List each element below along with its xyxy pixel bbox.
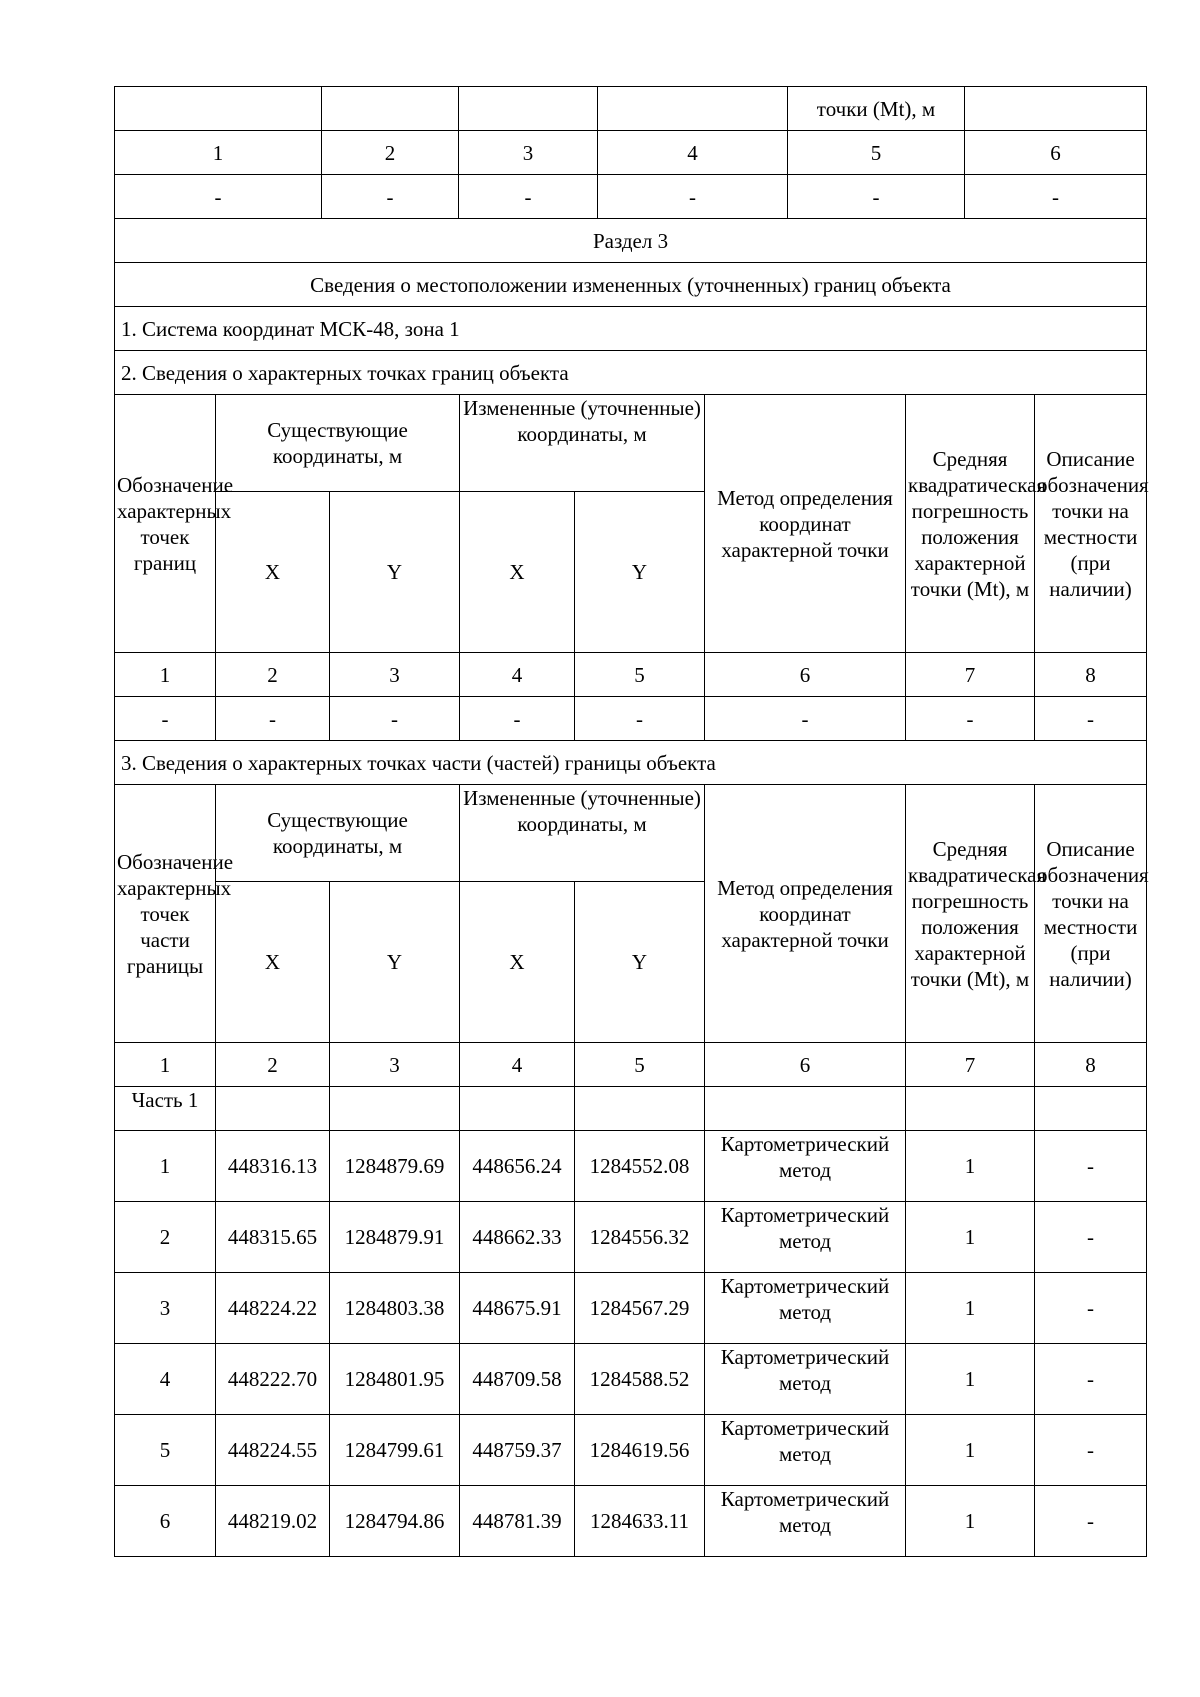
points-title: 2. Сведения о характерных точках границ объекта: [115, 351, 1147, 395]
x-header: X: [460, 882, 575, 1043]
table-row: [115, 1273, 1147, 1344]
table-cell: [575, 1087, 705, 1131]
description-cell: -: [1035, 1131, 1147, 1202]
description-cell: -: [1035, 1486, 1147, 1557]
table-cell: [1035, 1087, 1147, 1131]
description-cell: -: [1035, 1344, 1147, 1415]
method-header: Метод определения координат характерной точки: [705, 395, 906, 653]
column-number: 6: [705, 653, 906, 697]
section3-table: [114, 218, 1147, 1131]
changed-x: 448675.91: [460, 1273, 575, 1344]
continuation-table: [114, 86, 1147, 219]
coord-system-row: [115, 307, 1147, 351]
existing-y: 1284879.91: [330, 1202, 460, 1273]
column-number: 6: [705, 1043, 906, 1087]
changed-y: 1284556.32: [575, 1202, 705, 1273]
table-cell: [216, 1087, 330, 1131]
point-number: 1: [115, 1131, 216, 1202]
column-number: 3: [330, 653, 460, 697]
changed-y: 1284552.08: [575, 1131, 705, 1202]
existing-y: 1284801.95: [330, 1344, 460, 1415]
table-cell: -: [459, 175, 598, 219]
changed-x: 448759.37: [460, 1415, 575, 1486]
y-header: Y: [330, 882, 460, 1043]
table-cell: -: [1035, 697, 1147, 741]
column-number: 4: [460, 1043, 575, 1087]
existing-x: 448316.13: [216, 1131, 330, 1202]
column-number: 2: [216, 1043, 330, 1087]
existing-x: 448219.02: [216, 1486, 330, 1557]
point-number: 3: [115, 1273, 216, 1344]
part-label: Часть 1: [115, 1087, 216, 1131]
table1-dash-row: [115, 697, 1147, 741]
table-cell: [459, 87, 598, 131]
y-header: Y: [575, 882, 705, 1043]
table-cell: [705, 1087, 906, 1131]
points-table: [114, 1130, 1147, 1557]
error-cell: 1: [906, 1131, 1035, 1202]
table-cell: [115, 87, 322, 131]
existing-y: 1284803.38: [330, 1273, 460, 1344]
document-page: [114, 86, 1149, 1557]
column-number: 5: [788, 131, 965, 175]
description-header: Описание обозначения точки на местности (при наличии): [1035, 395, 1147, 653]
column-number: 5: [575, 1043, 705, 1087]
table-cell: -: [965, 175, 1147, 219]
method-cell: Картометрический метод: [705, 1131, 906, 1202]
existing-coords-header: Существующие координаты, м: [216, 785, 460, 882]
header-cell: точки (Mt), м: [788, 87, 965, 131]
table2-column-numbers: [115, 1043, 1147, 1087]
x-header: X: [216, 492, 330, 653]
designation-header: Обозначение характерных точек части границы: [115, 785, 216, 1043]
column-number: 7: [906, 1043, 1035, 1087]
changed-y: 1284633.11: [575, 1486, 705, 1557]
description-cell: -: [1035, 1202, 1147, 1273]
method-header: Метод определения координат характерной точки: [705, 785, 906, 1043]
table2-header-row-1: [115, 785, 1147, 882]
column-number: 3: [330, 1043, 460, 1087]
table-row: [115, 1344, 1147, 1415]
changed-y: 1284588.52: [575, 1344, 705, 1415]
method-cell: Картометрический метод: [705, 1486, 906, 1557]
existing-x: 448315.65: [216, 1202, 330, 1273]
y-header: Y: [330, 492, 460, 653]
existing-y: 1284794.86: [330, 1486, 460, 1557]
table-cell: [906, 1087, 1035, 1131]
table-cell: -: [330, 697, 460, 741]
point-number: 5: [115, 1415, 216, 1486]
y-header: Y: [575, 492, 705, 653]
existing-x: 448224.55: [216, 1415, 330, 1486]
method-cell: Картометрический метод: [705, 1415, 906, 1486]
table-cell: -: [460, 697, 575, 741]
section-title: Раздел 3: [115, 219, 1147, 263]
table-row: [115, 1486, 1147, 1557]
existing-y: 1284799.61: [330, 1415, 460, 1486]
column-number: 4: [598, 131, 788, 175]
x-header: X: [216, 882, 330, 1043]
section-title-row: [115, 219, 1147, 263]
column-number: 5: [575, 653, 705, 697]
parts-title-row: [115, 741, 1147, 785]
table-cell: -: [322, 175, 459, 219]
table-cell: -: [906, 697, 1035, 741]
table1-header-row-1: [115, 395, 1147, 492]
part-label-row: [115, 1087, 1147, 1131]
point-number: 6: [115, 1486, 216, 1557]
table-cell: [330, 1087, 460, 1131]
table-cell: -: [705, 697, 906, 741]
points-title-row: [115, 351, 1147, 395]
column-number-row: [115, 131, 1147, 175]
changed-y: 1284619.56: [575, 1415, 705, 1486]
column-number: 8: [1035, 653, 1147, 697]
error-header: Средняя квадратическая погрешность положения характерной точки (Mt), м: [906, 395, 1035, 653]
table-row: [115, 1202, 1147, 1273]
column-number: 8: [1035, 1043, 1147, 1087]
column-number: 6: [965, 131, 1147, 175]
table-cell: [965, 87, 1147, 131]
continuation-header-row: [115, 87, 1147, 131]
description-cell: -: [1035, 1273, 1147, 1344]
existing-y: 1284879.69: [330, 1131, 460, 1202]
table-cell: [460, 1087, 575, 1131]
column-number: 1: [115, 1043, 216, 1087]
column-number: 3: [459, 131, 598, 175]
description-cell: -: [1035, 1415, 1147, 1486]
table-cell: -: [216, 697, 330, 741]
existing-x: 448224.22: [216, 1273, 330, 1344]
table-cell: [322, 87, 459, 131]
column-number: 1: [115, 131, 322, 175]
column-number: 1: [115, 653, 216, 697]
changed-coords-header: Измененные (уточненные) координаты, м: [460, 785, 705, 882]
coord-system: 1. Система координат МСК-48, зона 1: [115, 307, 1147, 351]
table-cell: -: [115, 697, 216, 741]
column-number: 2: [322, 131, 459, 175]
table-cell: -: [788, 175, 965, 219]
changed-x: 448656.24: [460, 1131, 575, 1202]
changed-y: 1284567.29: [575, 1273, 705, 1344]
existing-x: 448222.70: [216, 1344, 330, 1415]
table1-column-numbers: [115, 653, 1147, 697]
error-cell: 1: [906, 1344, 1035, 1415]
table-row: [115, 1415, 1147, 1486]
method-cell: Картометрический метод: [705, 1273, 906, 1344]
error-cell: 1: [906, 1415, 1035, 1486]
changed-x: 448662.33: [460, 1202, 575, 1273]
table-cell: -: [575, 697, 705, 741]
section-subtitle-row: [115, 263, 1147, 307]
point-number: 2: [115, 1202, 216, 1273]
point-number: 4: [115, 1344, 216, 1415]
column-number: 7: [906, 653, 1035, 697]
changed-x: 448709.58: [460, 1344, 575, 1415]
changed-coords-header: Измененные (уточненные) координаты, м: [460, 395, 705, 492]
table-cell: -: [115, 175, 322, 219]
designation-header: Обозначение характерных точек границ: [115, 395, 216, 653]
method-cell: Картометрический метод: [705, 1344, 906, 1415]
table-row: [115, 1131, 1147, 1202]
method-cell: Картометрический метод: [705, 1202, 906, 1273]
table-cell: [598, 87, 788, 131]
error-cell: 1: [906, 1486, 1035, 1557]
dash-row: [115, 175, 1147, 219]
existing-coords-header: Существующие координаты, м: [216, 395, 460, 492]
description-header: Описание обозначения точки на местности (при наличии): [1035, 785, 1147, 1043]
parts-title: 3. Сведения о характерных точках части (частей) границы объекта: [115, 741, 1147, 785]
error-header: Средняя квадратическая погрешность положения характерной точки (Mt), м: [906, 785, 1035, 1043]
column-number: 4: [460, 653, 575, 697]
error-cell: 1: [906, 1273, 1035, 1344]
error-cell: 1: [906, 1202, 1035, 1273]
changed-x: 448781.39: [460, 1486, 575, 1557]
section-subtitle: Сведения о местоположении измененных (уточненных) границ объекта: [115, 263, 1147, 307]
column-number: 2: [216, 653, 330, 697]
table-cell: -: [598, 175, 788, 219]
x-header: X: [460, 492, 575, 653]
